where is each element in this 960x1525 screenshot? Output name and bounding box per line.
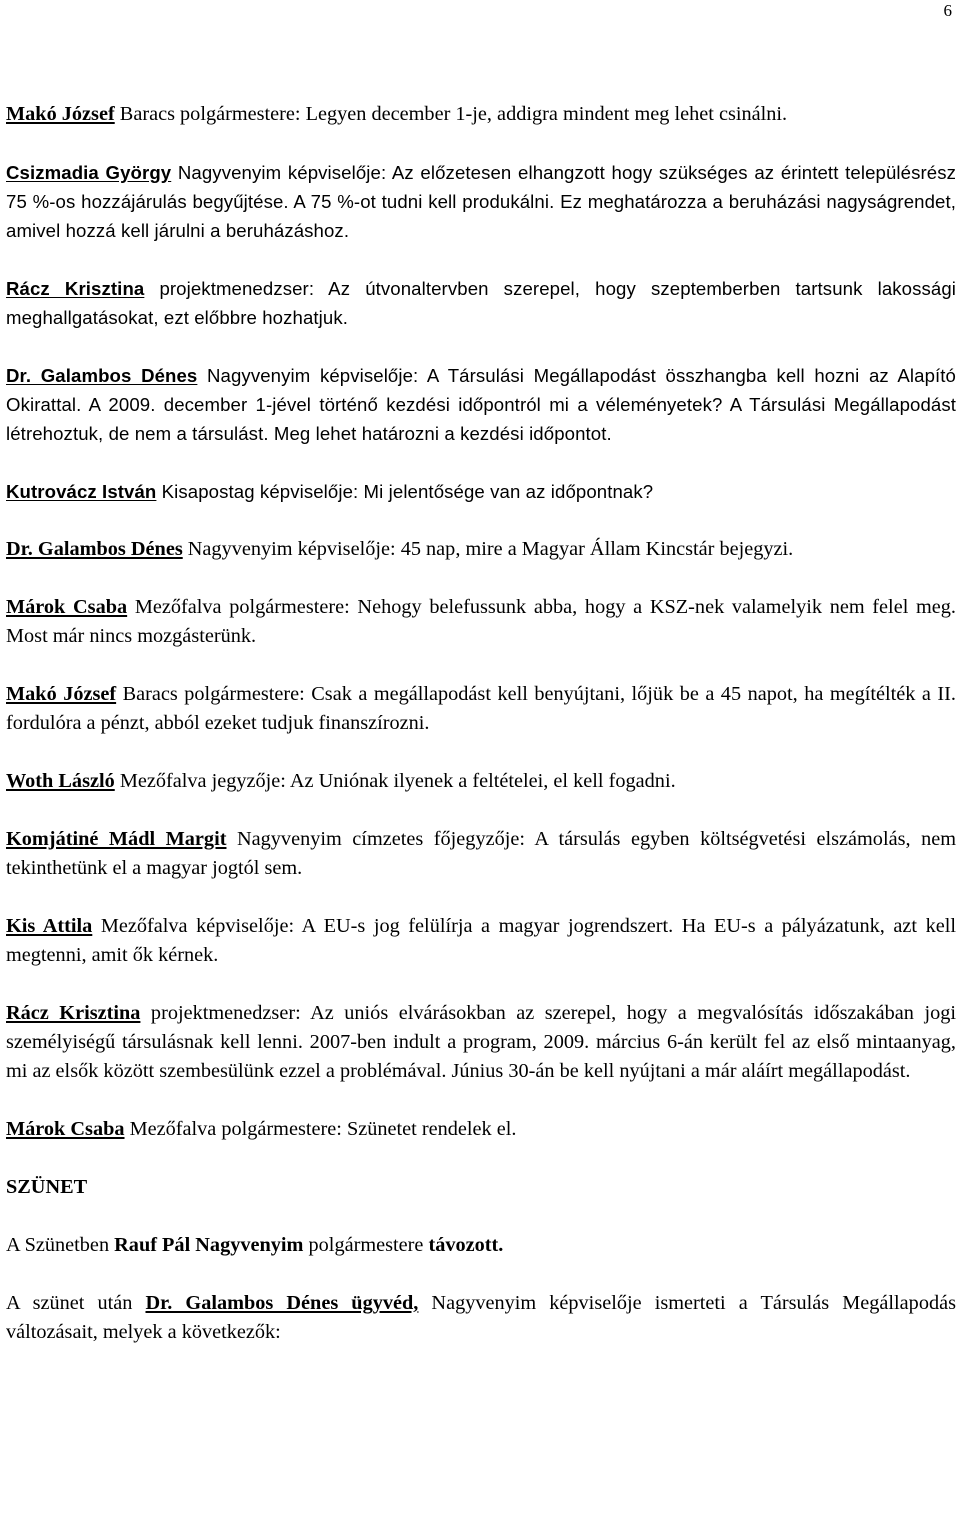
break-note-end: távozott. [428,1234,504,1256]
speech-paragraph [6,999,956,1086]
break-note-prefix: A Szünetben [6,1234,115,1256]
speech-text: Mezőfalva képviselője: A EU-s jog felülírja a magyar jogrendszert. Ha EU-s a pályázatunk, azt kell megtenni, amit ők kérnek. [6,915,956,966]
speaker-name: Rácz Krisztina [6,1002,141,1024]
speech-paragraph [6,158,956,245]
break-heading: SZÜNET [6,1176,88,1198]
speech-text: Nagyvenyim képviselője: 45 nap, mire a Magyar Állam Kincstár bejegyzi. [182,538,794,560]
speaker-name: Csizmadia György [6,162,172,183]
speaker-name: Komjátiné Mádl Margit [6,828,227,850]
speech-text: Baracs polgármestere: Legyen december 1-je, addigra mindent meg lehet csinálni. [114,103,788,125]
speech-paragraph [6,825,956,883]
speaker-name: Márok Csaba [6,596,128,618]
speaker-name: Makó József [6,683,117,705]
after-break-prefix: A szünet után [6,1292,146,1314]
break-note [6,1231,956,1260]
speech-paragraph [6,535,956,564]
speech-text: Kisapostag képviselője: Mi jelentősége van az időpontnak? [156,481,654,502]
speech-paragraph [6,767,956,796]
speech-text: projektmenedzser: Az uniós elvárásokban az szerepel, hogy a megvalósítás időszakában jogi személyiségű társulásnak kell lenni. 2007-ben indult a program, 2009. március 6-án került fel az első mintaanyag, mi az elsők között szembesülünk ezzel a problémával. Június 30-án be kell nyújtani a már aláírt megállapodást. [6,1002,956,1082]
speech-paragraph [6,477,956,506]
speech-text: Nagyvenyim címzetes főjegyzője: A társulás egyben költségvetési elszámolás, nem tekinthetünk el a magyar jogtól sem. [6,828,957,879]
speaker-name: Kis Attila [6,915,93,937]
break-note-middle: polgármestere [303,1234,429,1256]
speech-paragraph [6,593,956,651]
speaker-name: Márok Csaba [6,1118,125,1140]
speaker-name: Dr. Galambos Dénes [6,538,183,560]
minutes-body [6,100,956,1376]
speech-paragraph [6,1115,956,1144]
speech-text: Mezőfalva polgármestere: Szünetet rendelek el. [124,1118,517,1140]
speaker-name: Makó József [6,103,115,125]
speech-paragraph [6,912,956,970]
speech-text: Nagyvenyim képviselője: A Társulási Megállapodást összhangba kell hozni az Alapító Okirattal. A 2009. december 1-jével történő kezdési időpontról mi a véleményetek? A Társulási Megállapodást létrehoztuk, de nem a társulást. Meg lehet határozni a kezdési időpontot. [6,365,956,444]
speech-text: Nagyvenyim képviselője ismerteti a Társulás Megállapodás változásait, melyek a következők: [6,1292,956,1343]
break-note-name: Rauf Pál Nagyvenyim [114,1234,304,1256]
speech-text: Mezőfalva jegyzője: Az Uniónak ilyenek a feltételei, el kell fogadni. [114,770,676,792]
speaker-name: Woth László [6,770,115,792]
speaker-name: Rácz Krisztina [6,278,145,299]
speech-paragraph [6,680,956,738]
speaker-name: Dr. Galambos Dénes ügyvéd, [145,1292,419,1314]
after-break-paragraph [6,1289,956,1347]
speech-text: Baracs polgármestere: Csak a megállapodást kell benyújtani, lőjük be a 45 napot, ha megítélték a II. fordulóra a pénzt, abból ezeket tudjuk finanszírozni. [6,683,956,734]
speaker-name: Dr. Galambos Dénes [6,365,198,386]
speech-paragraph [6,361,956,448]
speech-text: Mezőfalva polgármestere: Nehogy belefussunk abba, hogy a KSZ-nek valamelyik nem felel meg. Most már nincs mozgásterünk. [6,596,957,647]
page-number: 6 [943,1,952,20]
speech-paragraph [6,274,956,332]
speech-text: projektmenedzser: Az útvonaltervben szerepel, hogy szeptemberben tartsunk lakossági meghallgatásokat, ezt előbbre hozhatjuk. [6,278,956,328]
speech-paragraph [6,100,956,129]
speech-text: Nagyvenyim képviselője: Az előzetesen elhangzott hogy szükséges az érintett településrész 75 %-os hozzájárulás begyűjtése. A 75 %-ot tudni kell produkálni. Ez meghatározza a beruházási nagyságrendet, amivel hozzá kell járulni a beruházáshoz. [6,162,956,241]
speaker-name: Kutrovácz István [6,481,157,502]
